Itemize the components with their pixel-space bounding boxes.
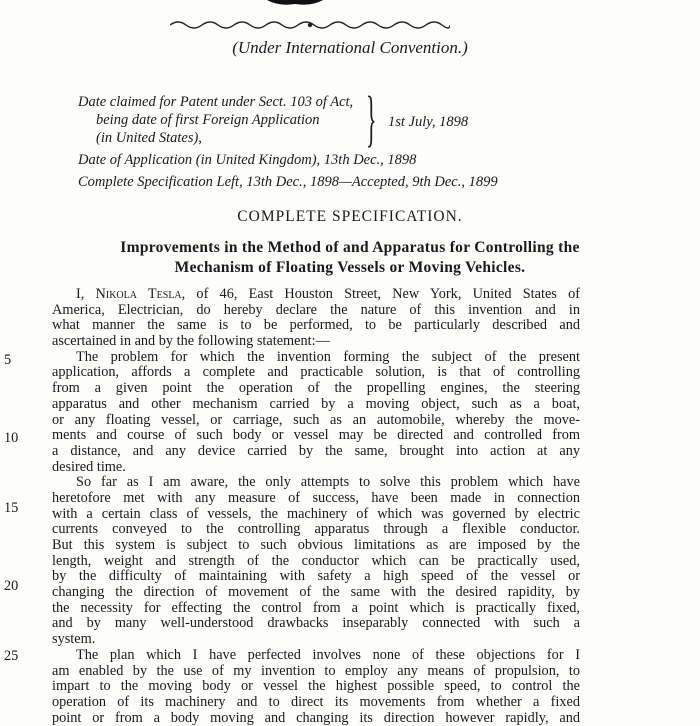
- spec-heading: COMPLETE SPECIFICATION.: [237, 208, 463, 225]
- text-line: currents conveyed to the controlling apparatus through a flexible conductor.: [52, 521, 580, 538]
- text-line: and by many well-understood drawbacks inseparably connected with such a: [52, 615, 580, 632]
- text-line: America, Electrician, do hereby declare the nature of this invention and in: [52, 301, 580, 318]
- text-line: application, affords a complete and practicable solution, is that of controlling: [52, 364, 580, 381]
- decorative-wavy-rule: [170, 18, 450, 32]
- patent-title-line-2: Mechanism of Floating Vessels or Moving Vehicles.: [174, 259, 526, 276]
- text-line: what manner the same is to be performed, to be particularly described and: [52, 317, 580, 334]
- line-number: 5: [4, 352, 12, 368]
- specification-body: [52, 287, 580, 726]
- text-line: or any floating vessel, or carriage, such as an automobile, whereby the move-: [52, 411, 580, 428]
- patent-title: [40, 238, 660, 278]
- date-claimed-line-2: being date of first Foreign Application: [96, 112, 320, 128]
- text-line: length, weight and strength of the conductor which can be practically used,: [52, 552, 580, 569]
- convention-notice: (Under International Convention.): [232, 38, 468, 57]
- text-line: I, Nikola Tesla, of 46, East Houston Street, New York, United States of: [76, 286, 580, 302]
- text-line: ments and course of such body or vessel may be directed and controlled from: [52, 427, 580, 444]
- line-number: 20: [4, 578, 19, 594]
- complete-specification-left: Complete Specification Left, 13th Dec., 1898—Accepted, 9th Dec., 1899: [78, 174, 498, 190]
- text-line: impart to the moving body or vessel the highest possible speed, to control the: [52, 678, 580, 695]
- text-line: The problem for which the invention forming the subject of the present: [76, 348, 580, 365]
- text-line: ascertained in and by the following statement:—: [52, 333, 330, 350]
- line-number: 15: [4, 500, 19, 516]
- text-line: from a given point the operation of the propelling engines, the steering: [52, 380, 580, 397]
- text-line: by the difficulty of maintaining with safety a high speed of the vessel or: [52, 568, 580, 585]
- text-line: The plan which I have perfected involves none of these objections for I: [76, 646, 580, 663]
- text-line: So far as I am aware, the only attempts to solve this problem which have: [76, 474, 580, 491]
- text-line: But this system is subject to such obvious limitations as are imposed by the: [52, 537, 580, 553]
- text-line: operation of its machinery and to direct its movements from whether a fixed: [52, 693, 580, 710]
- date-claimed-line-3: (in United States),: [96, 130, 202, 146]
- royal-crest-emblem: [250, 0, 340, 10]
- date-of-application: Date of Application (in United Kingdom), 13th Dec., 1898: [78, 152, 417, 168]
- text-line: heretofore met with any measure of success, have been made in connection: [52, 489, 580, 506]
- date-claimed-value: 1st July, 1898: [388, 114, 469, 130]
- text-line: desired time.: [52, 458, 126, 475]
- text-line: system.: [52, 631, 96, 648]
- patent-title-line-1: Improvements in the Method of and Apparatus for Controlling the: [120, 239, 580, 256]
- text-line: changing the direction of movement of the same with the desired rapidity, by: [52, 584, 580, 601]
- brace-symbol: }: [366, 85, 377, 153]
- text-line: apparatus and other mechanism carried by a moving object, such as a boat,: [52, 395, 580, 412]
- text-line: point or from a body moving and changing its direction however rapidly, and: [52, 709, 580, 726]
- date-claimed-line-1: Date claimed for Patent under Sect. 103 of Act,: [78, 94, 354, 110]
- inventor-name: Nikola Tesla: [95, 286, 182, 302]
- line-number: 25: [4, 648, 19, 664]
- text-line: the necessity for effecting the control from a point which is practically fixed,: [52, 599, 580, 616]
- line-number: 10: [4, 430, 19, 446]
- text-line: a distance, and any device carried by the same, brought into action at any: [52, 442, 580, 459]
- text-line: with a certain class of vessels, the machinery of which was governed by electric: [52, 505, 580, 522]
- text-line: am enabled by the use of my invention to employ any means of propulsion, to: [52, 662, 580, 679]
